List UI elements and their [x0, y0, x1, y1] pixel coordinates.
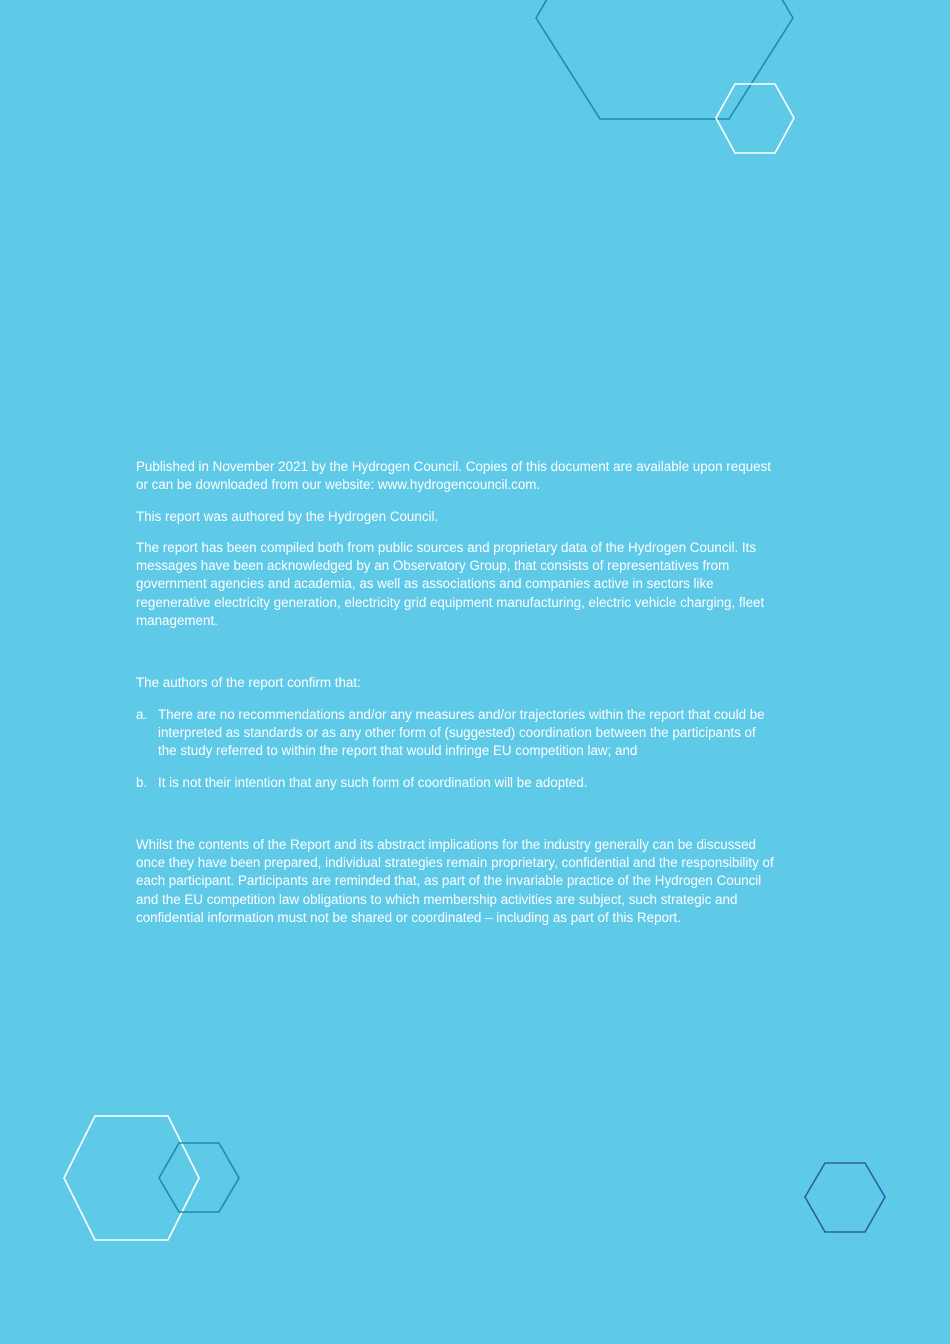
imprint-text-block	[136, 458, 776, 927]
list-marker: a.	[136, 706, 148, 722]
confirmation-intro: The authors of the report confirm that:	[136, 675, 361, 691]
hexagon-bottom-left-large-icon	[64, 1116, 199, 1240]
hexagon-bottom-right-icon	[805, 1163, 885, 1232]
list-item	[136, 774, 776, 792]
hexagon-top-large-icon	[536, 0, 793, 119]
compilation-notice: The report has been compiled both from public sources and proprietary data of the Hydrogen Council. Its messages have been acknowledged by an Observatory Group, that consists of representatives from government agencies and academia, as well as associations and companies active in sectors like regenerative electricity generation, electricity grid equipment manufacturing, electric vehicle charging, fleet management.	[136, 539, 765, 629]
list-marker: b.	[136, 774, 148, 790]
publication-notice: Published in November 2021 by the Hydrogen Council. Copies of this document are available upon request or can be downloaded from our website: www.hydrogencouncil.com.	[136, 459, 771, 493]
authorship-notice: This report was authored by the Hydrogen Council.	[136, 508, 439, 524]
confirmation-list	[136, 706, 776, 792]
confidentiality-notice: Whilst the contents of the Report and its abstract implications for the industry generally can be discussed once they have been prepared, individual strategies remain proprietary, confidential and the responsibility of each participant. Participants are reminded that, as part of the invariable practice of the Hydrogen Council and the EU competition law obligations to which membership activities are subject, such strategic and confidential information must not be shared or coordinated – including as part of this Report.	[136, 836, 774, 926]
list-item-text: It is not their intention that any such form of coordination will be adopted.	[158, 774, 588, 790]
list-item	[136, 706, 776, 761]
list-item-text: There are no recommendations and/or any measures and/or trajectories within the report that could be interpreted as standards or as any other form of (suggested) coordination between the participants of the study referred to within the report that would infringe EU competition law; and	[158, 706, 765, 759]
